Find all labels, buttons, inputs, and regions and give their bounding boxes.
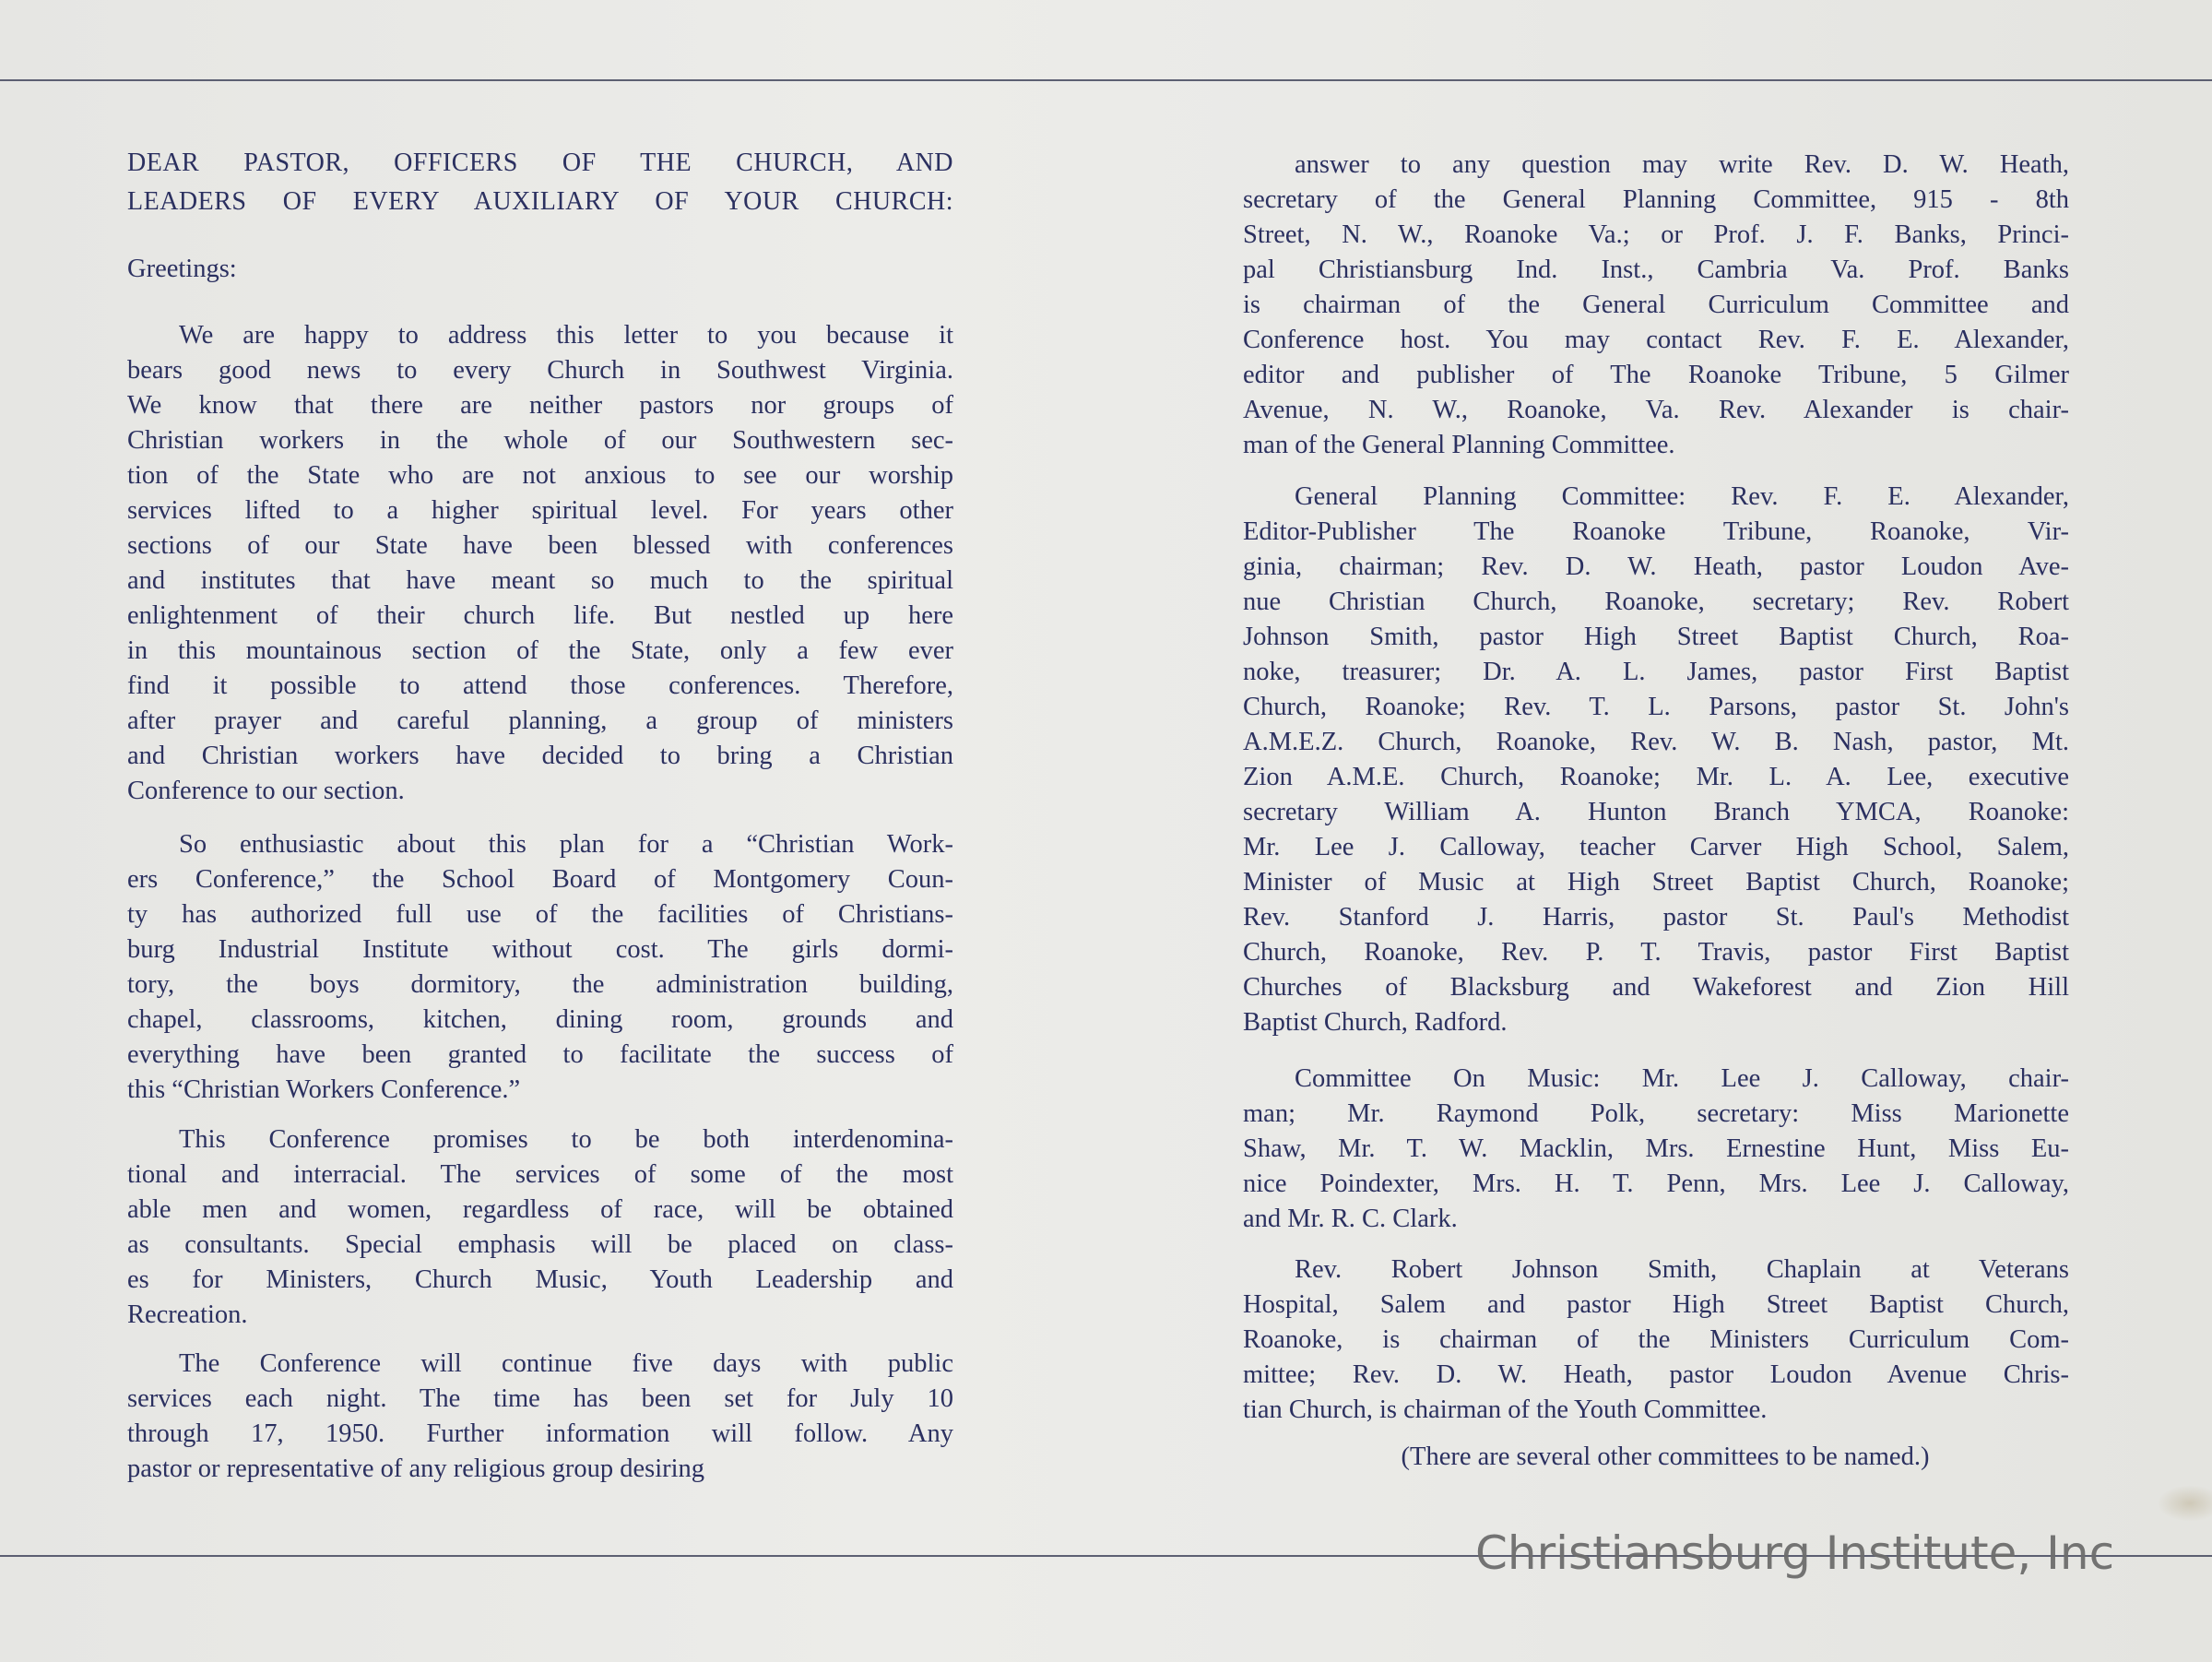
paragraph: [127, 827, 953, 1108]
text-line: The Conference will continue five days with public: [179, 1349, 953, 1378]
text-line: secretary of the General Planning Committee, 915 - 8th: [1243, 185, 2069, 214]
text-line: man; Mr. Raymond Polk, secretary: Miss Marionette: [1243, 1099, 2069, 1128]
salutation-line: DEAR PASTOR, OFFICERS OF THE CHURCH, AND: [127, 148, 953, 177]
text-line: Church, Roanoke, Rev. P. T. Travis, pastor First Baptist: [1243, 938, 2069, 967]
salutation: [127, 144, 953, 221]
text-line: noke, treasurer; Dr. A. L. James, pastor First Baptist: [1243, 658, 2069, 686]
text-line: Rev. Robert Johnson Smith, Chaplain at Veterans: [1295, 1255, 2069, 1284]
text-line: Editor-Publisher The Roanoke Tribune, Roanoke, Vir-: [1243, 517, 2069, 546]
text-line: Church, Roanoke; Rev. T. L. Parsons, pastor St. John's: [1243, 693, 2069, 721]
text-line: pastor or representative of any religious group desiring: [127, 1454, 705, 1483]
text-line: Johnson Smith, pastor High Street Baptist Church, Roa-: [1243, 623, 2069, 651]
text-line: as consultants. Special emphasis will be placed on class-: [127, 1230, 953, 1259]
text-line: Mr. Lee J. Calloway, teacher Carver High School, Salem,: [1243, 833, 2069, 861]
text-line: services lifted to a higher spiritual level. For years other: [127, 496, 953, 525]
text-line: Committee On Music: Mr. Lee J. Calloway, chair-: [1295, 1064, 2069, 1093]
paragraph: [1243, 1252, 2069, 1428]
text-line: Recreation.: [127, 1300, 248, 1329]
text-line: Christian workers in the whole of our Southwestern sec-: [127, 426, 953, 455]
paragraph: [1243, 1062, 2069, 1237]
text-line: Baptist Church, Radford.: [1243, 1008, 1508, 1037]
text-line: Hospital, Salem and pastor High Street Baptist Church,: [1243, 1290, 2069, 1319]
text-line: bears good news to every Church in Southwest Virginia.: [127, 356, 953, 385]
text-line: pal Christiansburg Ind. Inst., Cambria Va. Prof. Banks: [1243, 255, 2069, 284]
text-line: services each night. The time has been set for July 10: [127, 1384, 953, 1413]
text-line: enlightenment of their church life. But nestled up here: [127, 601, 953, 630]
paragraph: [127, 1122, 953, 1333]
text-line: Zion A.M.E. Church, Roanoke; Mr. L. A. Lee, executive: [1243, 763, 2069, 791]
text-line: in this mountainous section of the State, only a few ever: [127, 636, 953, 665]
text-line: ers Conference,” the School Board of Montgomery Coun-: [127, 865, 953, 894]
text-line: Conference to our section.: [127, 777, 405, 805]
text-line: This Conference promises to be both interdenomina-: [179, 1125, 953, 1154]
closing-note: [1243, 1440, 2069, 1475]
paragraph: [127, 318, 953, 809]
text-line: We are happy to address this letter to you because it: [179, 321, 953, 350]
text-line: mittee; Rev. D. W. Heath, pastor Loudon Avenue Chris-: [1243, 1360, 2069, 1389]
text-line: secretary William A. Hunton Branch YMCA, Roanoke:: [1243, 798, 2069, 826]
text-line: chapel, classrooms, kitchen, dining room, grounds and: [127, 1005, 953, 1034]
text-line: after prayer and careful planning, a group of ministers: [127, 706, 953, 735]
text-line: able men and women, regardless of race, will be obtained: [127, 1195, 953, 1224]
text-line: answer to any question may write Rev. D. W. Heath,: [1295, 150, 2069, 179]
text-line: A.M.E.Z. Church, Roanoke, Rev. W. B. Nash, pastor, Mt.: [1243, 728, 2069, 756]
text-line: and Christian workers have decided to bring a Christian: [127, 742, 953, 770]
text-line: burg Industrial Institute without cost. The girls dormi-: [127, 935, 953, 964]
greeting-text: Greetings:: [127, 255, 237, 283]
text-line: editor and publisher of The Roanoke Tribune, 5 Gilmer: [1243, 361, 2069, 389]
text-line: tional and interracial. The services of some of the most: [127, 1160, 953, 1189]
text-line: We know that there are neither pastors nor groups of: [127, 391, 953, 420]
greeting: [127, 252, 953, 287]
closing-note-text: (There are several other committees to be named.): [1401, 1442, 1930, 1471]
text-line: is chairman of the General Curriculum Committee and: [1243, 291, 2069, 319]
text-line: Avenue, N. W., Roanoke, Va. Rev. Alexander is chair-: [1243, 396, 2069, 424]
watermark: Christiansburg Institute, Inc: [1475, 1526, 2115, 1580]
text-line: Shaw, Mr. T. W. Macklin, Mrs. Ernestine Hunt, Miss Eu-: [1243, 1134, 2069, 1163]
text-line: es for Ministers, Church Music, Youth Leadership and: [127, 1265, 953, 1294]
paragraph: [127, 1347, 953, 1487]
salutation-line: LEADERS OF EVERY AUXILIARY OF YOUR CHURCH:: [127, 187, 953, 216]
paragraph: [1243, 148, 2069, 463]
text-line: tory, the boys dormitory, the administration building,: [127, 970, 953, 999]
text-line: Minister of Music at High Street Baptist Church, Roanoke;: [1243, 868, 2069, 896]
text-line: Rev. Stanford J. Harris, pastor St. Paul's Methodist: [1243, 903, 2069, 932]
text-line: ty has authorized full use of the facilities of Christians-: [127, 900, 953, 929]
text-line: everything have been granted to facilitate the success of: [127, 1040, 953, 1069]
text-line: sections of our State have been blessed with conferences: [127, 531, 953, 560]
text-line: nice Poindexter, Mrs. H. T. Penn, Mrs. Lee J. Calloway,: [1243, 1169, 2069, 1198]
text-line: tion of the State who are not anxious to see our worship: [127, 461, 953, 490]
text-line: ginia, chairman; Rev. D. W. Heath, pastor Loudon Ave-: [1243, 552, 2069, 581]
text-line: nue Christian Church, Roanoke, secretary; Rev. Robert: [1243, 588, 2069, 616]
text-line: find it possible to attend those conferences. Therefore,: [127, 671, 953, 700]
text-line: Roanoke, is chairman of the Ministers Curriculum Com-: [1243, 1325, 2069, 1354]
text-line: Street, N. W., Roanoke Va.; or Prof. J. F. Banks, Princi-: [1243, 220, 2069, 249]
text-line: this “Christian Workers Conference.”: [127, 1075, 521, 1104]
text-line: Conference host. You may contact Rev. F. E. Alexander,: [1243, 326, 2069, 354]
text-line: man of the General Planning Committee.: [1243, 431, 1675, 459]
text-line: General Planning Committee: Rev. F. E. Alexander,: [1295, 482, 2069, 511]
paper-stain: [2157, 1485, 2212, 1522]
text-line: tian Church, is chairman of the Youth Committee.: [1243, 1395, 1768, 1424]
top-rule: [0, 79, 2212, 81]
text-line: Churches of Blacksburg and Wakeforest and Zion Hill: [1243, 973, 2069, 1002]
text-line: and Mr. R. C. Clark.: [1243, 1205, 1458, 1233]
text-line: through 17, 1950. Further information will follow. Any: [127, 1419, 953, 1448]
text-line: and institutes that have meant so much to the spiritual: [127, 566, 953, 595]
text-line: So enthusiastic about this plan for a “Christian Work-: [179, 830, 953, 859]
paragraph: [1243, 480, 2069, 1040]
